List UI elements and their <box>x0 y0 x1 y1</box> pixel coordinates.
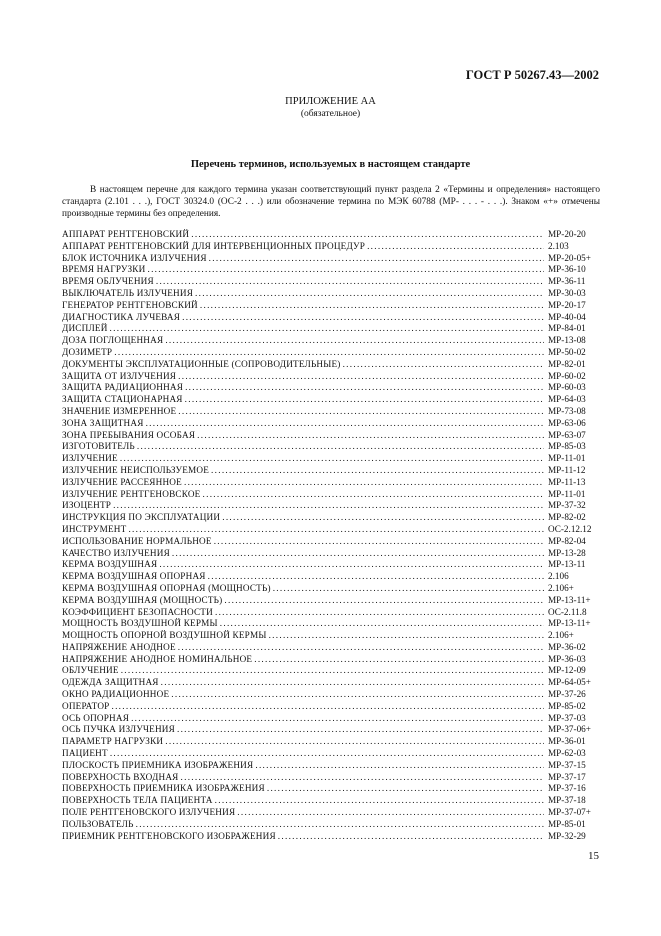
term-reference: МР-20-17 <box>548 299 586 310</box>
term-reference: ОС-2.11.8 <box>548 606 587 617</box>
term-reference: МР-85-02 <box>548 700 586 711</box>
term-name: ЗНАЧЕНИЕ ИЗМЕРЕННОЕ <box>62 405 177 416</box>
term-row <box>62 229 600 241</box>
dot-leader <box>273 583 544 595</box>
annex-subtitle: (обязательное) <box>300 109 361 119</box>
term-name: ПЛОСКОСТЬ ПРИЕМНИКА ИЗОБРАЖЕНИЯ <box>62 759 254 770</box>
dot-leader <box>178 406 544 418</box>
term-reference: МР-11-13 <box>548 476 586 487</box>
term-name: ЗОНА ПРЕБЫВАНИЯ ОСОБАЯ <box>62 429 196 440</box>
term-row <box>62 394 600 406</box>
term-name: ПОЛЬЗОВАТЕЛЬ <box>62 818 134 829</box>
term-reference: МР-11-12 <box>548 464 586 475</box>
term-row <box>62 736 600 748</box>
dot-leader <box>121 665 544 677</box>
dot-leader <box>208 571 544 583</box>
term-reference: МР-11-01 <box>548 453 586 464</box>
term-name: ВЫКЛЮЧАТЕЛЬ ИЗЛУЧЕНИЯ <box>62 287 194 298</box>
term-row <box>62 418 600 430</box>
term-name: ЗАЩИТА РАДИАЦИОННАЯ <box>62 382 184 393</box>
term-reference: МР-64-03 <box>548 394 586 405</box>
term-reference: МР-36-03 <box>548 653 586 664</box>
term-name: МОЩНОСТЬ ОПОРНОЙ ВОЗДУШНОЙ КЕРМЫ <box>62 630 267 641</box>
term-reference: МР-12-09 <box>548 665 586 676</box>
term-name: ЗАЩИТА СТАЦИОНАРНАЯ <box>62 394 183 405</box>
term-row <box>62 371 600 383</box>
term-reference: МР-85-01 <box>548 818 586 829</box>
term-name: ИЗГОТОВИТЕЛЬ <box>62 441 135 452</box>
term-row <box>62 335 600 347</box>
dot-leader <box>131 713 544 725</box>
dot-leader <box>184 477 544 489</box>
dot-leader <box>156 276 544 288</box>
dot-leader <box>177 724 544 736</box>
dot-leader <box>146 418 544 430</box>
dot-leader <box>224 595 544 607</box>
dot-leader <box>110 748 544 760</box>
term-name: ВРЕМЯ ОБЛУЧЕНИЯ <box>62 276 154 287</box>
term-row <box>62 453 600 465</box>
term-reference: МР-50-02 <box>548 346 586 357</box>
term-reference: МР-82-02 <box>548 512 586 523</box>
term-row <box>62 489 600 501</box>
dot-leader <box>178 642 544 654</box>
term-row <box>62 465 600 477</box>
term-name: ГЕНЕРАТОР РЕНТГЕНОВСКИЙ <box>62 299 198 310</box>
term-name: ОСЬ ОПОРНАЯ <box>62 712 130 723</box>
term-reference: МР-62-03 <box>548 748 586 759</box>
term-name: ВРЕМЯ НАГРУЗКИ <box>62 264 146 275</box>
term-name: КЕРМА ВОЗДУШНАЯ ОПОРНАЯ <box>62 571 206 582</box>
term-row <box>62 571 600 583</box>
term-reference: МР-37-16 <box>548 783 586 794</box>
term-name: ПРИЕМНИК РЕНТГЕНОВСКОГО ИЗОБРАЖЕНИЯ <box>62 830 276 841</box>
term-row <box>62 665 600 677</box>
term-reference: МР-36-02 <box>548 641 586 652</box>
term-name: ОСЬ ПУЧКА ИЗЛУЧЕНИЯ <box>62 724 175 735</box>
term-row <box>62 347 600 359</box>
term-row <box>62 677 600 689</box>
dot-leader <box>181 772 544 784</box>
dot-leader <box>161 677 544 689</box>
term-name: ИЗЛУЧЕНИЕ РАССЕЯННОЕ <box>62 476 182 487</box>
term-reference: 2.103 <box>548 240 569 251</box>
dot-leader <box>114 347 544 359</box>
term-name: НАПРЯЖЕНИЕ АНОДНОЕ НОМИНАЛЬНОЕ <box>62 653 253 664</box>
dot-leader <box>159 559 544 571</box>
term-reference: МР-64-05+ <box>548 677 591 688</box>
term-name: ИНСТРУМЕНТ <box>62 523 127 534</box>
dot-leader <box>195 288 544 300</box>
term-reference: МР-37-32 <box>548 500 586 511</box>
term-reference: МР-37-06+ <box>548 724 591 735</box>
term-reference: МР-32-29 <box>548 830 586 841</box>
dot-leader <box>147 264 544 276</box>
section-title: Перечень терминов, используемых в настоящем стандарте <box>190 159 471 170</box>
term-name: ПОВЕРХНОСТЬ ТЕЛА ПАЦИЕНТА <box>62 795 213 806</box>
term-reference: МР-13-28 <box>548 547 586 558</box>
term-row <box>62 595 600 607</box>
dot-leader <box>222 512 544 524</box>
dot-leader <box>165 736 544 748</box>
term-reference: МР-30-03 <box>548 287 586 298</box>
dot-leader <box>171 689 544 701</box>
term-reference: МР-36-01 <box>548 736 586 747</box>
term-row <box>62 382 600 394</box>
dot-leader <box>343 359 544 371</box>
term-name: ПАЦИЕНТ <box>62 748 108 759</box>
term-reference: МР-36-11 <box>548 276 586 287</box>
term-row <box>62 548 600 560</box>
term-row <box>62 241 600 253</box>
dot-leader <box>137 441 544 453</box>
term-row <box>62 607 600 619</box>
dot-leader <box>136 819 544 831</box>
term-name: ДОЗИМЕТР <box>62 346 113 357</box>
term-row <box>62 264 600 276</box>
term-name: КОЭФФИЦИЕНТ БЕЗОПАСНОСТИ <box>62 606 213 617</box>
term-name: НАПРЯЖЕНИЕ АНОДНОЕ <box>62 641 176 652</box>
dot-leader <box>215 607 544 619</box>
annex-heading <box>0 96 661 120</box>
dot-leader <box>367 241 544 253</box>
dot-leader <box>209 253 544 265</box>
term-reference: МР-40-04 <box>548 311 586 322</box>
dot-leader <box>255 760 544 772</box>
dot-leader <box>215 795 544 807</box>
term-reference: МР-84-01 <box>548 323 586 334</box>
term-row <box>62 783 600 795</box>
term-row <box>62 748 600 760</box>
dot-leader <box>182 312 544 324</box>
dot-leader <box>165 335 544 347</box>
term-name: ИЗЛУЧЕНИЕ НЕИСПОЛЬЗУЕМОЕ <box>62 464 210 475</box>
term-name: КЕРМА ВОЗДУШНАЯ <box>62 559 158 570</box>
term-reference: МР-37-15 <box>548 759 586 770</box>
dot-leader <box>237 807 544 819</box>
term-row <box>62 701 600 713</box>
term-name: КЕРМА ВОЗДУШНАЯ (МОЩНОСТЬ) <box>62 594 223 605</box>
term-name: ИЗОЦЕНТР <box>62 500 112 511</box>
term-name: ОДЕЖДА ЗАЩИТНАЯ <box>62 677 159 688</box>
term-reference: МР-11-01 <box>548 488 586 499</box>
term-row <box>62 795 600 807</box>
term-name: КЕРМА ВОЗДУШНАЯ ОПОРНАЯ (МОЩНОСТЬ) <box>62 582 271 593</box>
dot-leader <box>214 536 544 548</box>
term-reference: МР-63-06 <box>548 417 586 428</box>
term-reference: МР-60-02 <box>548 370 586 381</box>
term-reference: МР-60-03 <box>548 382 586 393</box>
term-row <box>62 618 600 630</box>
term-row <box>62 430 600 442</box>
dot-leader <box>269 630 544 642</box>
term-name: ПОВЕРХНОСТЬ ПРИЕМНИКА ИЗОБРАЖЕНИЯ <box>62 783 265 794</box>
term-reference: МР-37-03 <box>548 712 586 723</box>
term-name: ИЗЛУЧЕНИЕ РЕНТГЕНОВСКОЕ <box>62 488 201 499</box>
dot-leader <box>110 323 544 335</box>
term-reference: МР-37-18 <box>548 795 586 806</box>
term-reference: МР-13-08 <box>548 335 586 346</box>
term-row <box>62 359 600 371</box>
term-reference: ОС-2.12.12 <box>548 523 592 534</box>
term-row <box>62 253 600 265</box>
term-name: ОБЛУЧЕНИЕ <box>62 665 119 676</box>
term-row <box>62 536 600 548</box>
term-reference: МР-37-26 <box>548 689 586 700</box>
term-row <box>62 323 600 335</box>
term-name: БЛОК ИСТОЧНИКА ИЗЛУЧЕНИЯ <box>62 252 207 263</box>
term-reference: 2.106+ <box>548 582 574 593</box>
dot-leader <box>211 465 544 477</box>
annex-title: ПРИЛОЖЕНИЕ АА <box>285 96 376 107</box>
term-row <box>62 713 600 725</box>
dot-leader <box>220 618 544 630</box>
document-header: ГОСТ Р 50267.43—2002 <box>465 68 599 82</box>
term-name: ДИСПЛЕЙ <box>62 323 108 334</box>
term-row <box>62 831 600 843</box>
term-name: ИНСТРУКЦИЯ ПО ЭКСПЛУАТАЦИИ <box>62 512 221 523</box>
term-reference: МР-63-07 <box>548 429 586 440</box>
term-row <box>62 559 600 571</box>
term-row <box>62 642 600 654</box>
dot-leader <box>185 394 544 406</box>
dot-leader <box>128 524 544 536</box>
term-row <box>62 630 600 642</box>
dot-leader <box>185 382 544 394</box>
dot-leader <box>172 548 544 560</box>
term-row <box>62 441 600 453</box>
term-reference: МР-37-07+ <box>548 807 591 818</box>
term-name: ДОЗА ПОГЛОЩЕННАЯ <box>62 335 164 346</box>
term-reference: 2.106 <box>548 571 569 582</box>
terms-list <box>62 229 600 842</box>
term-reference: МР-20-20 <box>548 229 586 239</box>
term-name: ПОЛЕ РЕНТГЕНОВСКОГО ИЗЛУЧЕНИЯ <box>62 807 236 818</box>
term-name: КАЧЕСТВО ИЗЛУЧЕНИЯ <box>62 547 170 558</box>
term-reference: МР-13-11+ <box>548 618 591 629</box>
term-reference: МР-36-10 <box>548 264 586 275</box>
term-reference: МР-82-04 <box>548 535 586 546</box>
dot-leader <box>111 701 544 713</box>
term-name: ПАРАМЕТР НАГРУЗКИ <box>62 736 164 747</box>
term-reference: 2.106+ <box>548 630 574 641</box>
term-name: ОКНО РАДИАЦИОННОЕ <box>62 689 170 700</box>
term-reference: МР-73-08 <box>548 405 586 416</box>
term-row <box>62 312 600 324</box>
term-row <box>62 583 600 595</box>
dot-leader <box>178 371 544 383</box>
term-row <box>62 288 600 300</box>
term-name: ДОКУМЕНТЫ ЭКСПЛУАТАЦИОННЫЕ (СОПРОВОДИТЕЛЬНЫЕ) <box>62 358 341 369</box>
term-row <box>62 406 600 418</box>
page-number: 15 <box>588 850 599 862</box>
term-row <box>62 477 600 489</box>
term-row <box>62 276 600 288</box>
term-name: ОПЕРАТОР <box>62 700 110 711</box>
term-name: АППАРАТ РЕНТГЕНОВСКИЙ <box>62 229 190 239</box>
dot-leader <box>120 453 544 465</box>
term-row <box>62 807 600 819</box>
term-reference: МР-20-05+ <box>548 252 591 263</box>
term-name: ДИАГНОСТИКА ЛУЧЕВАЯ <box>62 311 181 322</box>
term-name: ПОВЕРХНОСТЬ ВХОДНАЯ <box>62 771 179 782</box>
term-row <box>62 760 600 772</box>
term-row <box>62 654 600 666</box>
term-reference: МР-37-17 <box>548 771 586 782</box>
term-name: ЗОНА ЗАЩИТНАЯ <box>62 417 144 428</box>
dot-leader <box>113 500 544 512</box>
term-name: ИСПОЛЬЗОВАНИЕ НОРМАЛЬНОЕ <box>62 535 212 546</box>
term-name: ЗАЩИТА ОТ ИЗЛУЧЕНИЯ <box>62 370 177 381</box>
term-reference: МР-82-01 <box>548 358 586 369</box>
term-reference: МР-13-11 <box>548 559 586 570</box>
dot-leader <box>267 783 544 795</box>
dot-leader <box>254 654 544 666</box>
term-reference: МР-85-03 <box>548 441 586 452</box>
term-row <box>62 724 600 736</box>
term-row <box>62 512 600 524</box>
term-name: МОЩНОСТЬ ВОЗДУШНОЙ КЕРМЫ <box>62 618 218 629</box>
term-row <box>62 300 600 312</box>
dot-leader <box>203 489 545 501</box>
term-row <box>62 524 600 536</box>
dot-leader <box>278 831 544 843</box>
dot-leader <box>200 300 544 312</box>
term-row <box>62 819 600 831</box>
dot-leader <box>191 229 544 241</box>
dot-leader <box>197 430 544 442</box>
term-name: АППАРАТ РЕНТГЕНОВСКИЙ ДЛЯ ИНТЕРВЕНЦИОННЫХ ПРОЦЕДУР <box>62 240 366 251</box>
term-reference: МР-13-11+ <box>548 594 591 605</box>
term-name: ИЗЛУЧЕНИЕ <box>62 453 118 464</box>
intro-paragraph: В настоящем перечне для каждого термина указан соответствующий пункт раздела 2 «Термины и определения» настоящего стандарта (2.101 . . .), ГОСТ 30324.0 (ОС-2 . . .) или обозначение термина по МЭК 60788 (МР- . . . - . . .). Знаком «+» отмечены производные термины без определения. <box>62 185 600 219</box>
term-row <box>62 689 600 701</box>
term-row <box>62 500 600 512</box>
term-row <box>62 772 600 784</box>
